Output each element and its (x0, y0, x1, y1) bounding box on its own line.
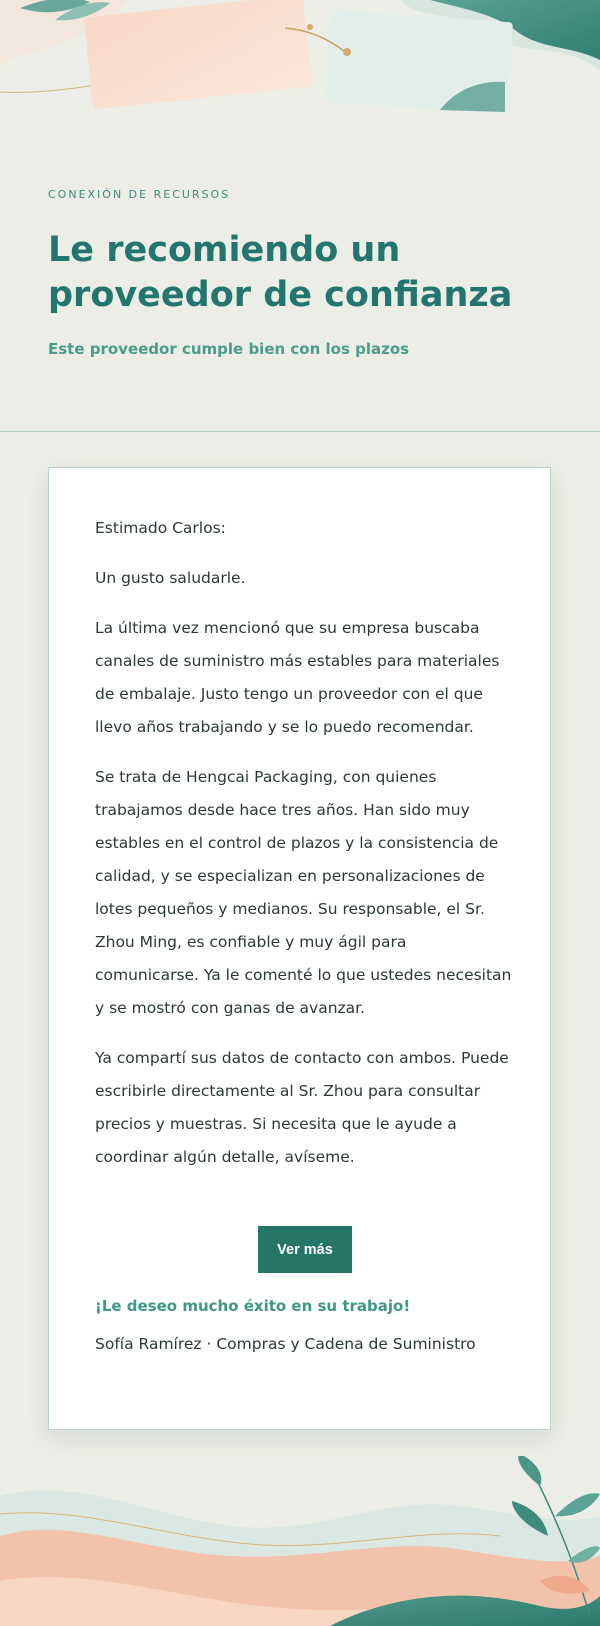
letter-paragraph: Un gusto saludarle. (95, 569, 246, 587)
closing-wish: ¡Le deseo mucho éxito en su trabajo! (95, 1297, 411, 1315)
header-illustration (0, 0, 600, 150)
header (48, 188, 568, 358)
letter-paragraph: La última vez mencionó que su empresa buscaba canales de suministro más estables para materiales de embalaje. Justo tengo un proveedor con el que llevo años trabajando y se lo puedo recomendar. (95, 619, 500, 736)
footer-illustration (0, 1456, 600, 1626)
letter-body (95, 512, 515, 1353)
button-wrapper (95, 1226, 515, 1273)
tag-card-right (325, 10, 513, 114)
letter-card (48, 467, 551, 1430)
letter-greeting: Estimado Carlos: (95, 519, 226, 537)
letter-paragraph: Ya compartí sus datos de contacto con ambos. Puede escribirle directamente al Sr. Zhou para consultar precios y muestras. Si necesita que le ayude a coordinar algún detalle, avíseme. (95, 1049, 509, 1166)
page-subtitle: Este proveedor cumple bien con los plazos (48, 340, 410, 358)
section-divider (0, 431, 600, 432)
page-title: Le recomiendo un proveedor de confianza (48, 230, 513, 315)
letter-paragraph: Se trata de Hengcai Packaging, con quienes trabajamos desde hace tres años. Han sido muy estables en el control de plazos y la consistencia de calidad, y se especializan en personalizaciones de lotes pequeños y medianos. Su responsable, el Sr. Zhou Ming, es confiable y muy ágil para comunicarse. Ya le comenté lo que ustedes necesitan y se mostró con ganas de avanzar. (95, 768, 512, 1017)
see-more-button[interactable]: Ver más (258, 1226, 352, 1273)
eyebrow-label: CONEXIÓN DE RECURSOS (48, 188, 231, 201)
signature: Sofía Ramírez · Compras y Cadena de Suministro (95, 1335, 476, 1353)
